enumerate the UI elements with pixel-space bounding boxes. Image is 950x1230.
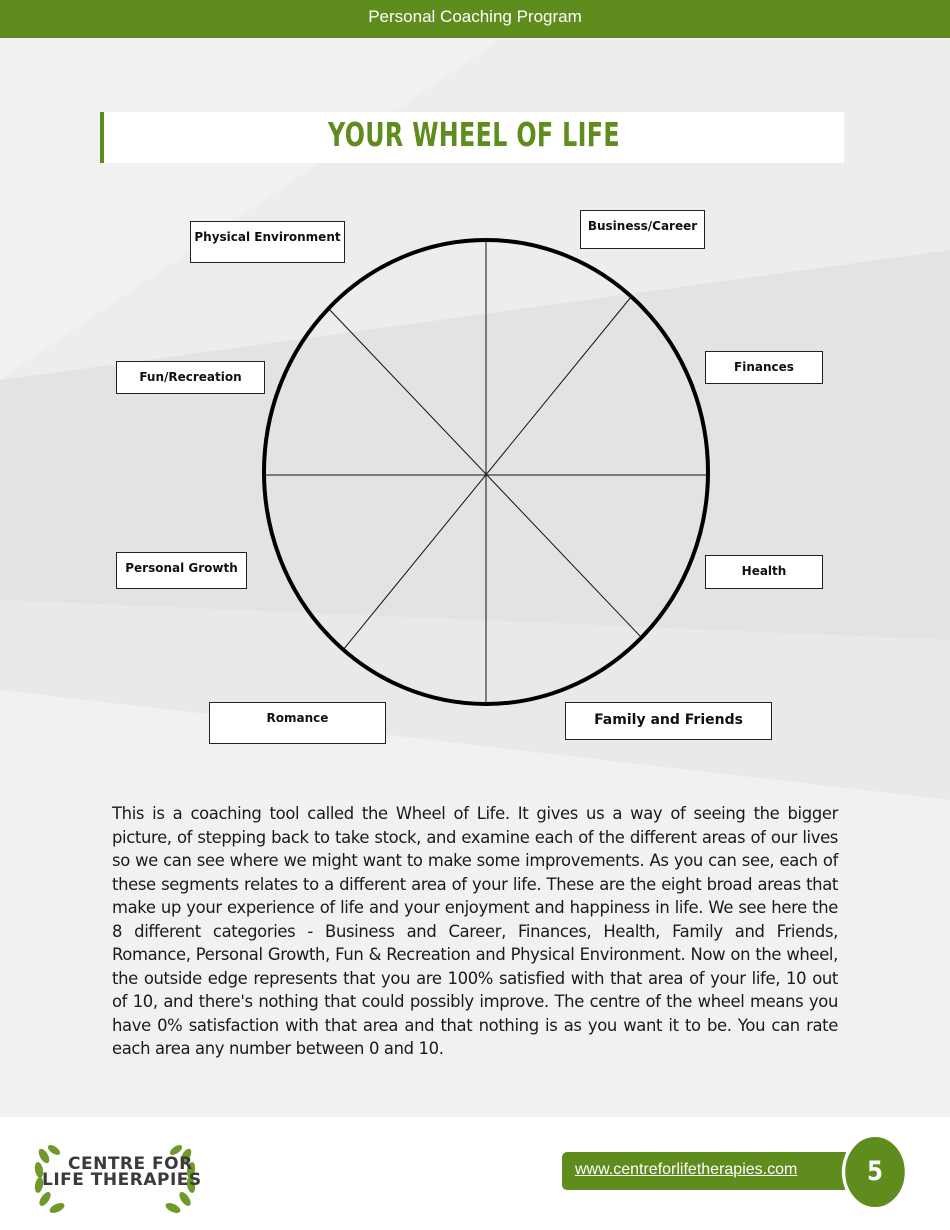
spoke-diagonal-ne-sw [343, 297, 631, 650]
page-title: YOUR WHEEL OF LIFE [327, 115, 621, 154]
label-family-friends: Family and Friends [565, 702, 772, 740]
label-personal-growth: Personal Growth [116, 552, 247, 589]
body-paragraph: This is a coaching tool called the Wheel of Life. It gives us a way of seeing the bigger picture, of stepping back to take stock, and examine each of the different areas of our lives so we can see where we might want to make some improvements. As you can see, each of these segments relates to a different area of your life. These are the eight broad areas that make up your experience of life and your enjoyment and happiness in life. We see here the 8 different categories - Business and Career, Finances, Health, Family and Friends, Romance, Personal Growth, Fun & Recreation and Physical Environment. Now on the wheel, the outside edge represents that you are 100% satisfied with that area of your life, 10 out of 10, and there's nothing that could possibly improve. The centre of the wheel means you have 0% satisfaction with that area and that nothing is as you want it to be. You can rate each area any number between 0 and 10. [112, 804, 838, 1058]
label-physical-environment: Physical Environment [190, 221, 345, 263]
website-link-box[interactable] [562, 1152, 850, 1190]
label-business-career: Business/Career [580, 210, 705, 249]
program-title: Personal Coaching Program [368, 7, 582, 26]
page-number: 5 [842, 1133, 908, 1211]
website-link[interactable]: www.centreforlifetherapies.com [575, 1161, 798, 1178]
logo-line1: CENTRE FOR [68, 1154, 193, 1174]
spoke-diagonal-nw-se [328, 308, 640, 636]
label-fun-recreation: Fun/Recreation [116, 361, 265, 394]
label-romance: Romance [209, 702, 386, 744]
label-health: Health [705, 555, 823, 589]
logo-line2: LIFE THERAPIES [42, 1170, 202, 1190]
label-finances: Finances [705, 351, 823, 384]
